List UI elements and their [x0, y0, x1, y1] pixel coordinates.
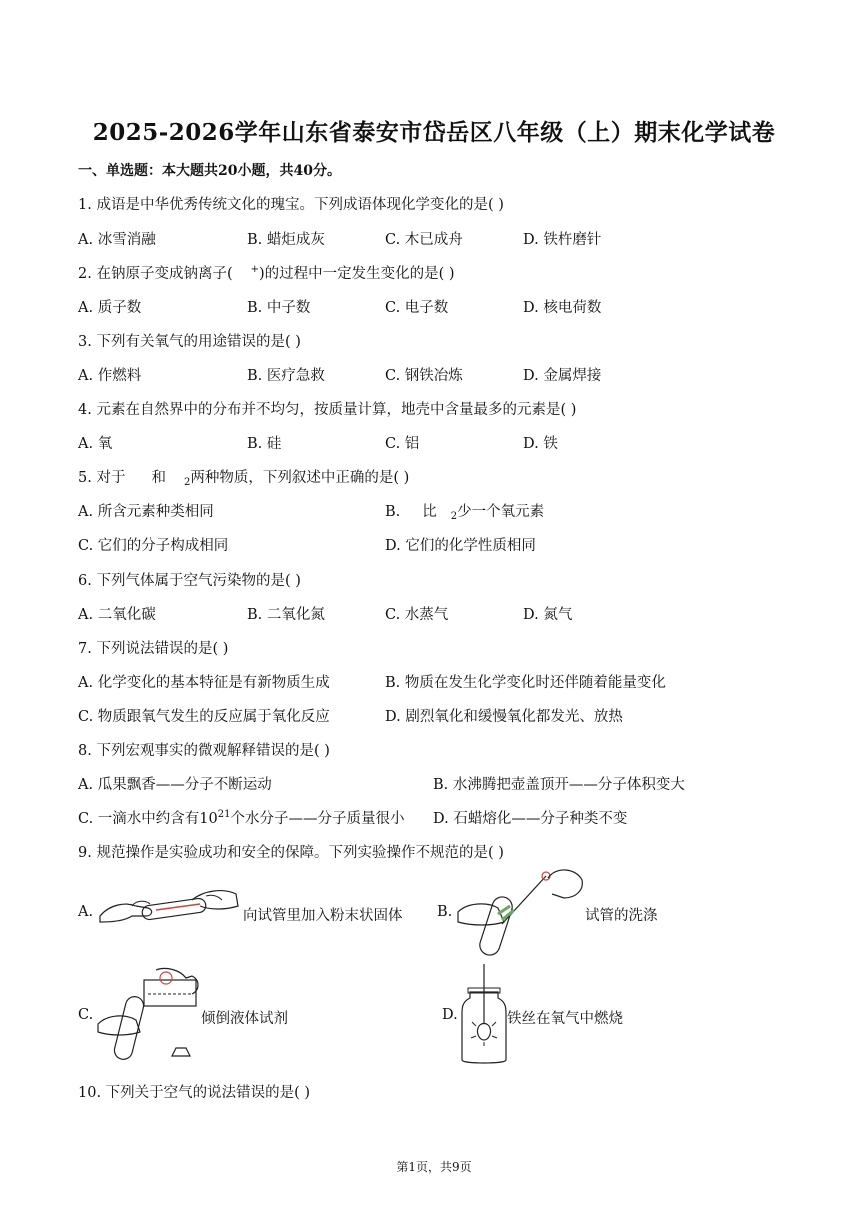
question-2-stem — [78, 262, 455, 283]
question-5-option-b-part1: 比 — [422, 504, 437, 520]
question-5-stem-part1: 5. 对于 — [78, 470, 126, 486]
question-2-charge: + — [250, 264, 259, 275]
question-5-option-b-label: B. — [385, 504, 401, 520]
question-5-stem-part2: 和 — [151, 470, 166, 486]
question-5-option-d: D. 它们的化学性质相同 — [385, 538, 536, 554]
question-5-option-c: C. 它们的分子构成相同 — [78, 538, 229, 554]
question-5-option-b-subscript: 2 — [450, 511, 458, 522]
question-10-stem: 10. 下列关于空气的说法错误的是( ) — [78, 1085, 311, 1101]
question-8-option-a: A. 瓜果飘香——分子不断运动 — [78, 777, 272, 793]
question-1-option-b: B. 蜡炬成灰 — [247, 232, 325, 248]
question-8-option-c-exponent: 21 — [217, 809, 231, 820]
question-5-option-b-part2: 少一个氧元素 — [457, 504, 545, 520]
question-4-option-c: C. 铝 — [385, 436, 420, 452]
question-9-option-d-label: D. — [442, 1007, 458, 1023]
question-8-option-d: D. 石蜡熔化——分子种类不变 — [433, 811, 628, 827]
question-1-stem: 1. 成语是中华优秀传统文化的瑰宝。下列成语体现化学变化的是( ) — [78, 197, 504, 213]
question-5-option-a: A. 所含元素种类相同 — [78, 504, 214, 520]
question-3-option-d: D. 金属焊接 — [523, 368, 602, 384]
question-2-stem-part1: 2. 在钠原子变成钠离子( — [78, 266, 233, 282]
question-8-option-c-part1: C. 一滴水中约含有10 — [78, 811, 218, 827]
question-2-option-c: C. 电子数 — [385, 300, 449, 316]
question-6-stem: 6. 下列气体属于空气污染物的是( ) — [78, 573, 301, 589]
question-6-option-c: C. 水蒸气 — [385, 607, 449, 623]
question-7-option-c: C. 物质跟氧气发生的反应属于氧化反应 — [78, 709, 330, 725]
question-4-stem: 4. 元素在自然界中的分布并不均匀，按质量计算，地壳中含量最多的元素是( ) — [78, 402, 577, 418]
question-1-option-a: A. 冰雪消融 — [78, 232, 156, 248]
pour-liquid-figure — [96, 966, 206, 1066]
question-3-option-c: C. 钢铁冶炼 — [385, 368, 463, 384]
question-7-stem: 7. 下列说法错误的是( ) — [78, 641, 229, 657]
question-6-option-d: D. 氮气 — [523, 607, 573, 623]
question-8-option-c-part2: 个水分子——分子质量很小 — [230, 811, 405, 827]
question-1-option-d: D. 铁杵磨针 — [523, 232, 602, 248]
question-9-option-c-label: C. — [78, 1007, 94, 1023]
question-2-option-a: A. 质子数 — [78, 300, 142, 316]
page-title: 2025-2026学年山东省泰安市岱岳区八年级（上）期末化学试卷 — [92, 119, 776, 146]
question-7-option-d: D. 剧烈氧化和缓慢氧化都发光、放热 — [385, 709, 623, 725]
question-9-option-d-caption: 铁丝在氧气中燃烧 — [507, 1011, 623, 1027]
question-6-option-b: B. 二氧化氮 — [247, 607, 325, 623]
page-footer: 第1页，共9页 — [396, 1160, 472, 1174]
question-9-option-c-caption: 倾倒液体试剂 — [201, 1011, 288, 1027]
question-4-option-d: D. 铁 — [523, 436, 558, 452]
question-6-option-a: A. 二氧化碳 — [78, 607, 156, 623]
powder-to-test-tube-figure — [96, 882, 242, 934]
question-2-option-d: D. 核电荷数 — [523, 300, 602, 316]
question-7-option-b: B. 物质在发生化学变化时还伴随着能量变化 — [385, 675, 666, 691]
question-9-option-a-label: A. — [78, 904, 94, 920]
question-3-stem: 3. 下列有关氧气的用途错误的是( ) — [78, 334, 301, 350]
question-9-option-b-label: B. — [437, 904, 453, 920]
question-3-option-b: B. 医疗急救 — [247, 368, 325, 384]
question-2-option-b: B. 中子数 — [247, 300, 311, 316]
question-4-option-b: B. 硅 — [247, 436, 282, 452]
question-5-subscript: 2 — [183, 477, 191, 488]
question-9-option-a-caption: 向试管里加入粉末状固体 — [243, 908, 403, 924]
question-9-option-b-caption: 试管的洗涤 — [585, 908, 658, 924]
question-3-option-a: A. 作燃料 — [78, 368, 142, 384]
question-1-option-c: C. 木已成舟 — [385, 232, 463, 248]
question-8-stem: 8. 下列宏观事实的微观解释错误的是( ) — [78, 743, 330, 759]
test-tube-washing-figure — [452, 866, 586, 962]
iron-wire-combustion-figure — [460, 964, 508, 1066]
question-8-option-c — [78, 807, 404, 828]
question-5-stem-part3: 两种物质，下列叙述中正确的是( ) — [190, 470, 410, 486]
question-2-stem-part2: )的过程中一定发生变化的是( ) — [259, 266, 455, 282]
question-5-stem — [78, 466, 409, 488]
question-7-option-a: A. 化学变化的基本特征是有新物质生成 — [78, 675, 330, 691]
section-heading: 一、单选题：本大题共20小题，共40分。 — [78, 163, 341, 179]
question-5-option-b — [385, 500, 544, 522]
question-9-stem: 9. 规范操作是实验成功和安全的保障。下列实验操作不规范的是( ) — [78, 845, 504, 861]
question-8-option-b: B. 水沸腾把壶盖顶开——分子体积变大 — [433, 777, 685, 793]
question-4-option-a: A. 氧 — [78, 436, 113, 452]
